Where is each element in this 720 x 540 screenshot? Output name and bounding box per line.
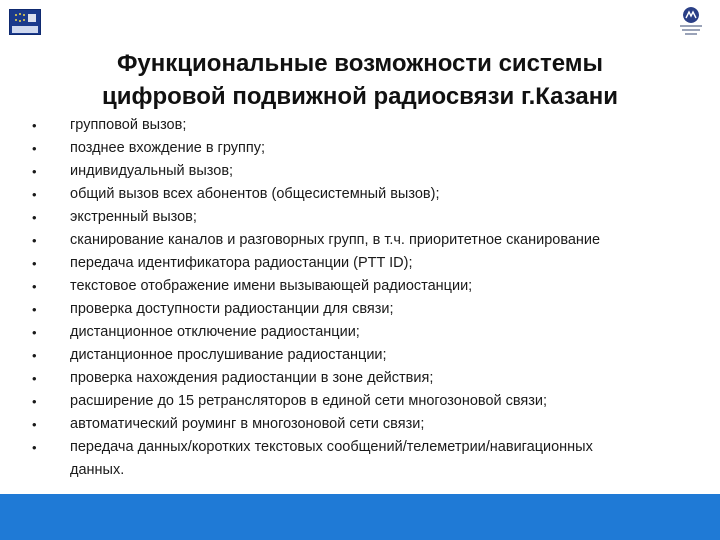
list-item: • экстренный вызов; bbox=[32, 206, 692, 229]
list-item: • сканирование каналов и разговорных групп, в т.ч. приоритетное сканирование bbox=[32, 229, 692, 252]
list-item: • передача данных/коротких текстовых сообщений/телеметрии/навигационных данных. bbox=[32, 436, 692, 482]
bullet-icon: • bbox=[32, 302, 37, 317]
list-item-continuation: данных. bbox=[70, 462, 125, 478]
eu-flag-logo-icon bbox=[9, 9, 41, 35]
list-item: • групповой вызов; bbox=[32, 114, 692, 137]
bullet-icon: • bbox=[32, 210, 37, 225]
list-item: • расширение до 15 ретрансляторов в единой сети многозоновой связи; bbox=[32, 390, 692, 413]
bullet-icon: • bbox=[32, 348, 37, 363]
bullet-icon: • bbox=[32, 279, 37, 294]
bullet-icon: • bbox=[32, 233, 37, 248]
bullet-icon: • bbox=[32, 325, 37, 340]
list-item: • автоматический роуминг в многозоновой сети связи; bbox=[32, 413, 692, 436]
bullet-icon: • bbox=[32, 394, 37, 409]
title-line-2: цифровой подвижной радиосвязи г.Казани bbox=[101, 83, 619, 110]
bullet-icon: • bbox=[32, 417, 37, 432]
list-item: • проверка доступности радиостанции для связи; bbox=[32, 298, 692, 321]
title-line-1: Функциональные возможности системы bbox=[116, 50, 604, 77]
footer-bar bbox=[0, 494, 720, 540]
motorola-logo-icon bbox=[679, 7, 703, 39]
list-item: • текстовое отображение имени вызывающей радиостанции; bbox=[32, 275, 692, 298]
list-item: • общий вызов всех абонентов (общесистемный вызов); bbox=[32, 183, 692, 206]
list-item: • дистанционное прослушивание радиостанции; bbox=[32, 344, 692, 367]
slide-title bbox=[0, 47, 720, 113]
bullet-icon: • bbox=[32, 256, 37, 271]
list-item: • проверка нахождения радиостанции в зоне действия; bbox=[32, 367, 692, 390]
bullet-icon: • bbox=[32, 187, 37, 202]
list-item: • передача идентификатора радиостанции (PTT ID); bbox=[32, 252, 692, 275]
bullet-icon: • bbox=[32, 164, 37, 179]
bullet-icon: • bbox=[32, 371, 37, 386]
feature-list bbox=[32, 114, 692, 482]
bullet-icon: • bbox=[32, 141, 37, 156]
list-item: • дистанционное отключение радиостанции; bbox=[32, 321, 692, 344]
bullet-icon: • bbox=[32, 440, 37, 455]
list-item: • индивидуальный вызов; bbox=[32, 160, 692, 183]
list-item: • позднее вхождение в группу; bbox=[32, 137, 692, 160]
bullet-icon: • bbox=[32, 118, 37, 133]
